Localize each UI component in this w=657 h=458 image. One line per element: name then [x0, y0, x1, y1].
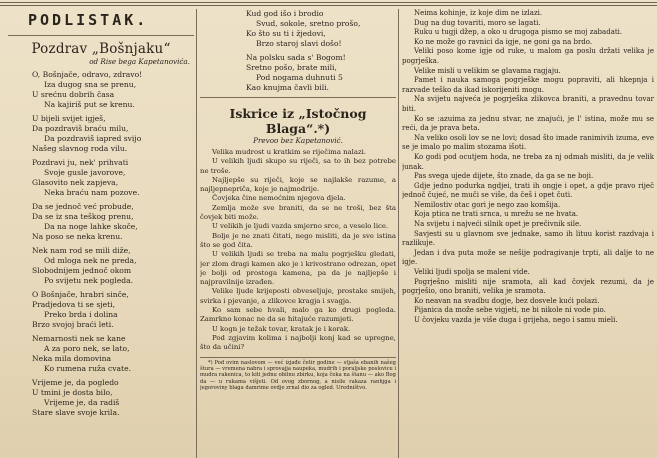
top-border-inner: [0, 5, 657, 6]
paragraph: Na svijetu najveća je pogrješka zlikovca braniti, a pravednu tovar biti.: [402, 95, 654, 113]
poem-line: Pradjedova ti se sjeti,: [32, 300, 115, 309]
paragraph: Najljepše su riječi, koje se najlakše razume, a najljepnepriča, koje je najmodrije.: [200, 175, 396, 194]
paragraph: Ko neavan na svadbu dogje, bez dosvele kući polazi.: [414, 296, 600, 305]
poem-line: Svud, sokole, sretno prošo,: [256, 19, 361, 28]
paragraph: U velikih je ljudi vazda smjerno srce, a veselo lice.: [212, 222, 389, 231]
paragraph: U velikih ljudi se treba na malu pogrješku gledati, jer zlom dragi kamen ako je i krivostrano odrezan, opet je bolji od prostoga kamena, pa da je najljepše i najpravilnije izrađen.: [200, 250, 396, 287]
paragraph: Pogrješno misliti nije sramota, ali kad čovjek rezumi, da je pogrješio, ono braniti, velika je sramota.: [402, 277, 654, 296]
poem-line: Sretno pošo, brate mili,: [246, 63, 337, 72]
paragraph: Gdje jedno podurka ngdjei, trati ih ongje i opet, a gdje pravo riječ jednoč čujeć, ne muči se više, da češ i opet čuti.: [402, 181, 654, 200]
paragraph: Na veliko osoli lov se ne lovi; dosad što imade ranimivih izuma, eve se je imalo po malim stozama išoti.: [402, 133, 654, 152]
column-2: [200, 9, 396, 456]
paragraph: Velike misli u velikim se glavama ragjaju.: [414, 66, 561, 75]
paragraph: Ruku u tugji džep, a oko u drugoga pismo se moj zabadati.: [414, 28, 623, 37]
article-continuation: [402, 9, 654, 326]
column-rule: [196, 9, 197, 458]
poem-line: Da pozdraviš iapred svijo: [44, 134, 142, 143]
poem-line: Na kajiriš put se krenu.: [44, 100, 135, 109]
article-title: Iskrice iz „Istočnog Blaga“.*): [229, 106, 367, 136]
poem-line: Glasovito nek zapjeva,: [32, 178, 119, 187]
paragraph: Zemlja može sve braniti, da se ne troši, bez šta čovjek biti može.: [200, 203, 396, 222]
paragraph: Koja ptica ne trati srnca, u mrežu se ne hvata.: [414, 210, 579, 219]
poem-line: Brzo svojoj braći leti.: [32, 320, 114, 329]
poem-line: Iza dugog sna se prenu,: [44, 80, 137, 89]
paragraph: Dug na dug tovariti, moro se lagati.: [414, 18, 541, 27]
poem-line: O Bošnjače, hrabri sinče,: [32, 290, 129, 299]
paragraph: Velike ljude krijeposti obveseljuje, prostake smijeh, svirka i pjevanje, a zlikovce kragja i svagja.: [200, 287, 396, 305]
footnote: [200, 357, 396, 392]
poem-line: Da se iz sna teškog prenu,: [32, 212, 134, 221]
paragraph: U čovjeku vazda je više duga i grijeha, nego i samu mieli.: [414, 316, 618, 324]
column-3: [402, 9, 654, 456]
paragraph: U kogn je težak tovar, kratak je i korak.: [212, 324, 351, 333]
poem-line: Nek nam rod se mili diže,: [32, 246, 131, 255]
poem-line: Da se jednoč već probude,: [32, 202, 134, 211]
poem-line: U srećnu dobrih časa: [32, 90, 115, 99]
footnote-text: *) Pod ovim naslovom — već izjađe četir godine — stjaša ebanih našeg štura — vremena nabra i sprovajja naupeka, mudrih i poraljske poslovice i mudra rakenica, to kiti jednu obilnu zbirku, koja čeka na štanu — ako Bog da — u rukama višjeti. Od ovog zbornog, a nisile rakaza ranhjga i jegoroviny blaga damrime ovdje zrnal dio za ogled. Uredništvo.: [200, 359, 396, 392]
poem-line: Ko što su ti i žjedovi,: [246, 29, 326, 38]
poem-line: Nemarnosti nek se kane: [32, 334, 126, 343]
poem-line: Na polsku sada s' Bogom!: [246, 53, 346, 62]
poem-line: O, Bošnjače, odravo, zdravo!: [32, 70, 143, 79]
poem-line: Neka mila domovina: [32, 354, 112, 363]
paragraph: Pas svega ujede dijete, što znade, da ga se ne boji.: [414, 172, 594, 181]
paragraph: Ko godi pod ocutjem hoda, ne treba za nj odmah misliti, da je velik junak.: [402, 152, 654, 171]
poem-line: Slobodnijem jednoč okom: [32, 266, 132, 275]
divider: [200, 97, 396, 98]
poem-line: Ko rumena ruža cvate.: [44, 364, 131, 373]
poem-line: Po svijetu nek pogleda.: [44, 276, 134, 285]
paragraph: Pod zgjavim kolima i najbolji konj kad se upregne, što da učini?: [200, 333, 396, 352]
paragraph: Neima kohinje, iz koje dim ne izlazi.: [414, 9, 543, 17]
paragraph: Ko se :azuima za jednu stvar, ne znajući, je l' istina, može mu se reći, da je prava beta.: [402, 114, 654, 133]
poem-stanzas: [8, 70, 194, 418]
poem-line: Pozdravi ju, nek' prihvati: [32, 158, 129, 167]
poem-line: Vrijeme je, da pogledo: [32, 378, 119, 387]
paragraph: Ko ne može go ravnici da igje, ne goni ga na brdo.: [414, 37, 593, 46]
divider: [8, 35, 194, 36]
poem-byline: od Rise bega Kapetanovića.: [89, 57, 190, 66]
poem-line: Stare slave svoje krila.: [32, 408, 120, 417]
poem-title: Pozdrav „Bošnjaku“: [31, 41, 171, 57]
poem-line: Da pozdraviš braću milu,: [32, 124, 129, 133]
paragraph: Veliki poso kome igje od ruke, u malom ga poslu držati velika je pogrješka.: [402, 47, 654, 65]
paragraph: Jedan i dva puta može se nešije podragivanje trpti, ali dalje to ne igje.: [402, 248, 654, 267]
article-body: [200, 148, 396, 353]
section-masthead: PODLISTAK.: [28, 11, 149, 29]
poem-line: Da na noge lahke skoče,: [44, 222, 138, 231]
poem-line: A za poro nek, se lato,: [44, 344, 130, 353]
paragraph: Velika mudrost u kratkim se riječima nalazi.: [212, 148, 366, 156]
top-border: [0, 2, 657, 3]
poem-line: Brzo staroj slavi došo!: [256, 39, 342, 48]
paragraph: Pamet i nauka samoga pogrješke mogu popraviti, ali hkepnja i razvade teško da ikad iskorijeniti mogu.: [402, 76, 654, 94]
poem-line: Svoje gusle javorove,: [44, 168, 126, 177]
paragraph: U velikih ljudi skupo su riječi, sa to ih bez potrebe ne troše.: [200, 157, 396, 175]
poem-line: Neka braću nam pozove.: [44, 188, 140, 197]
poem-line: Vrijeme je, da radiš: [44, 398, 120, 407]
poem-line: Od mloga nek ne preda,: [44, 256, 137, 265]
paragraph: Čovjeka čine nemoćnim njegova djela.: [212, 194, 346, 203]
column-rule: [398, 9, 399, 458]
poem-line: U tmini je dosta bilo,: [32, 388, 113, 397]
poem-continuation: [200, 9, 396, 93]
article-byline: Prevoo bez Kapetanović.: [253, 136, 343, 145]
paragraph: Ko sam sebe hvali, malo ga ko drugi pogleda. Zamrkno konac ne da se hitajuće razumjeti.: [200, 306, 396, 324]
poem-line: Preko brda i dolina: [44, 310, 118, 319]
paragraph: Pijanica da može sebe vigjeti, ne bi nikole ni vode pio.: [414, 306, 606, 315]
paragraph: Bolje je ne znati čitati, nego misliti, da je sve istina što se god čita.: [200, 231, 396, 249]
poem-line: U bijeli svijet igješ,: [32, 114, 106, 123]
poem-line: Kao knujma čavli bili.: [246, 83, 329, 92]
column-1: [8, 9, 194, 456]
poem-line: Našeg slavnog roda vilu.: [32, 144, 128, 153]
poem-line: Na poso se neka krenu.: [32, 232, 123, 241]
paragraph: Veliki ljudi spolja se maleni vide.: [414, 268, 530, 277]
poem-line: Kud god išo i brodio: [246, 9, 324, 18]
paragraph: Nemilostiv otac gori je nego zao komšija.: [414, 200, 561, 209]
paragraph: Na svijetu i najveći silnik opet je prečivnik sile.: [414, 220, 582, 229]
paragraph: Savjesti su u glavnom sve jednake, samo ih lituu korist razdvaja i razlikuje.: [402, 229, 654, 248]
poem-line: Pod nogama duhnuti 5: [256, 73, 343, 82]
